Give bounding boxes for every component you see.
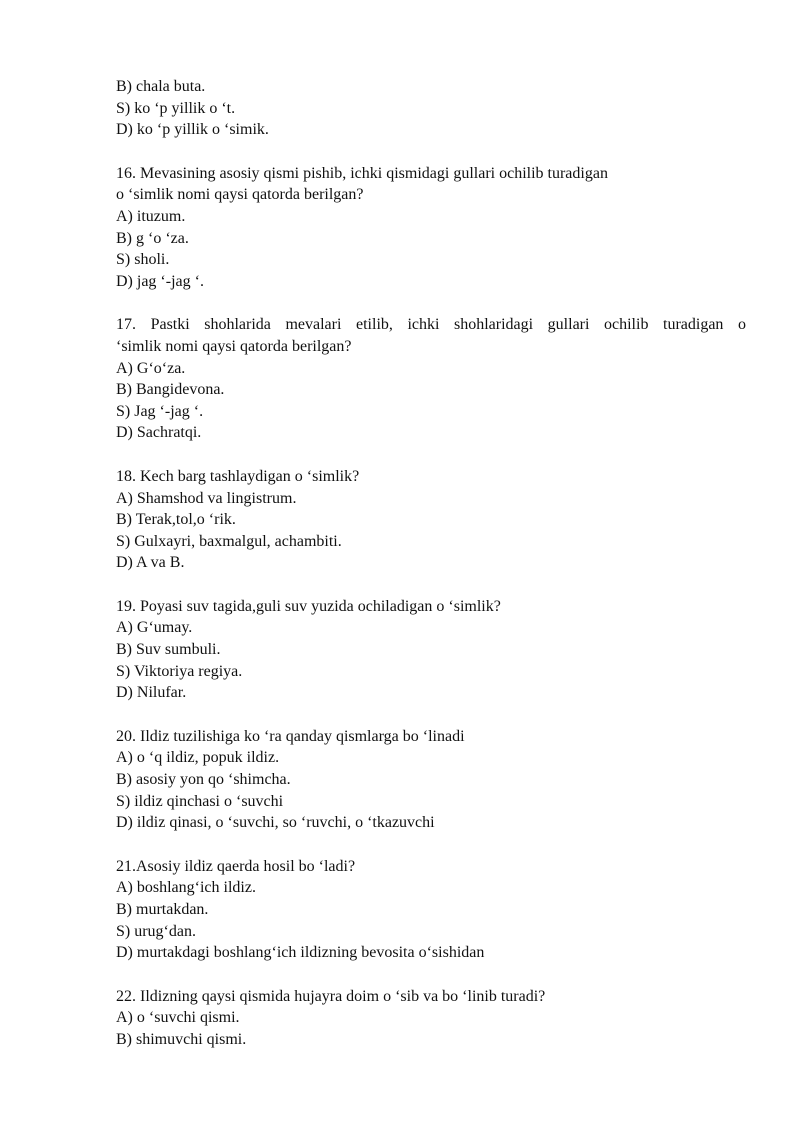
option-d: D) A va B.: [116, 554, 185, 572]
question-text: 16. Mevasining asosiy qismi pishib, ichki qismidagi gullari ochilib turadigan: [116, 164, 608, 182]
question-text: 19. Poyasi suv tagida,guli suv yuzida ochiladigan o ‘simlik?: [116, 597, 501, 615]
option-d: D) ildiz qinasi, o ‘suvchi, so ‘ruvchi, o ‘tkazuvchi: [116, 814, 435, 832]
option-a: A) boshlang‘ich ildiz.: [116, 879, 256, 897]
question-text: 17. Pastki shohlarida mevalari etilib, ichki shohlaridagi gullari ochilib turadigan o: [116, 316, 746, 334]
option-b: B) chala buta.: [116, 78, 206, 95]
lead-options-block: [116, 76, 746, 141]
option-b: B) murtakdan.: [116, 901, 209, 918]
option-s: S) Viktoriya regiya.: [116, 662, 243, 680]
option-s: S) Gulxayri, baxmalgul, achambiti.: [116, 532, 342, 550]
option-d: D) Nilufar.: [116, 684, 187, 702]
question-text: o ‘simlik nomi qaysi qatorda berilgan?: [116, 186, 364, 204]
option-a: A) Shamshod va lingistrum.: [116, 489, 297, 507]
option-s: S) ko ‘p yillik o ‘t.: [116, 99, 236, 117]
option-s: S) urug‘dan.: [116, 922, 196, 940]
option-d: D) jag ‘-jag ‘.: [116, 272, 204, 290]
question-21: [116, 856, 746, 964]
option-b: B) Suv sumbuli.: [116, 641, 221, 659]
question-text: 18. Kech barg tashlaydigan o ‘simlik?: [116, 467, 360, 485]
option-a: A) G‘o‘za.: [116, 359, 186, 377]
option-d: D) Sachratqi.: [116, 424, 202, 442]
question-text: 22. Ildizning qaysi qismida hujayra doim o ‘sib va bo ‘linib turadi?: [116, 987, 546, 1005]
option-b: B) Bangidevona.: [116, 381, 225, 399]
question-19: [116, 596, 746, 704]
question-16: [116, 163, 746, 293]
option-b: B) asosiy yon qo ‘shimcha.: [116, 771, 291, 789]
question-18: [116, 466, 746, 574]
option-a: A) G‘umay.: [116, 619, 193, 637]
option-b: B) Terak,tol,o ‘rik.: [116, 511, 236, 529]
option-s: S) ildiz qinchasi o ‘suvchi: [116, 792, 284, 810]
question-20: [116, 726, 746, 834]
option-a: A) ituzum.: [116, 207, 186, 225]
document-page: [116, 76, 746, 1073]
option-b: B) g ‘o ‘za.: [116, 229, 189, 247]
option-a: A) o ‘q ildiz, popuk ildiz.: [116, 749, 280, 767]
option-d: D) ko ‘p yillik o ‘simik.: [116, 121, 269, 139]
option-s: S) sholi.: [116, 251, 170, 269]
option-s: S) Jag ‘-jag ‘.: [116, 402, 204, 420]
question-text: 20. Ildiz tuzilishiga ko ‘ra qanday qismlarga bo ‘linadi: [116, 727, 465, 745]
question-17: [116, 314, 746, 444]
option-b: B) shimuvchi qismi.: [116, 1030, 247, 1048]
option-a: A) o ‘suvchi qismi.: [116, 1009, 240, 1027]
question-text: 21.Asosiy ildiz qaerda hosil bo ‘ladi?: [116, 857, 356, 875]
question-text: ‘simlik nomi qaysi qatorda berilgan?: [116, 337, 352, 355]
question-22: [116, 986, 746, 1051]
option-d: D) murtakdagi boshlang‘ich ildizning bevosita o‘sishidan: [116, 944, 485, 962]
